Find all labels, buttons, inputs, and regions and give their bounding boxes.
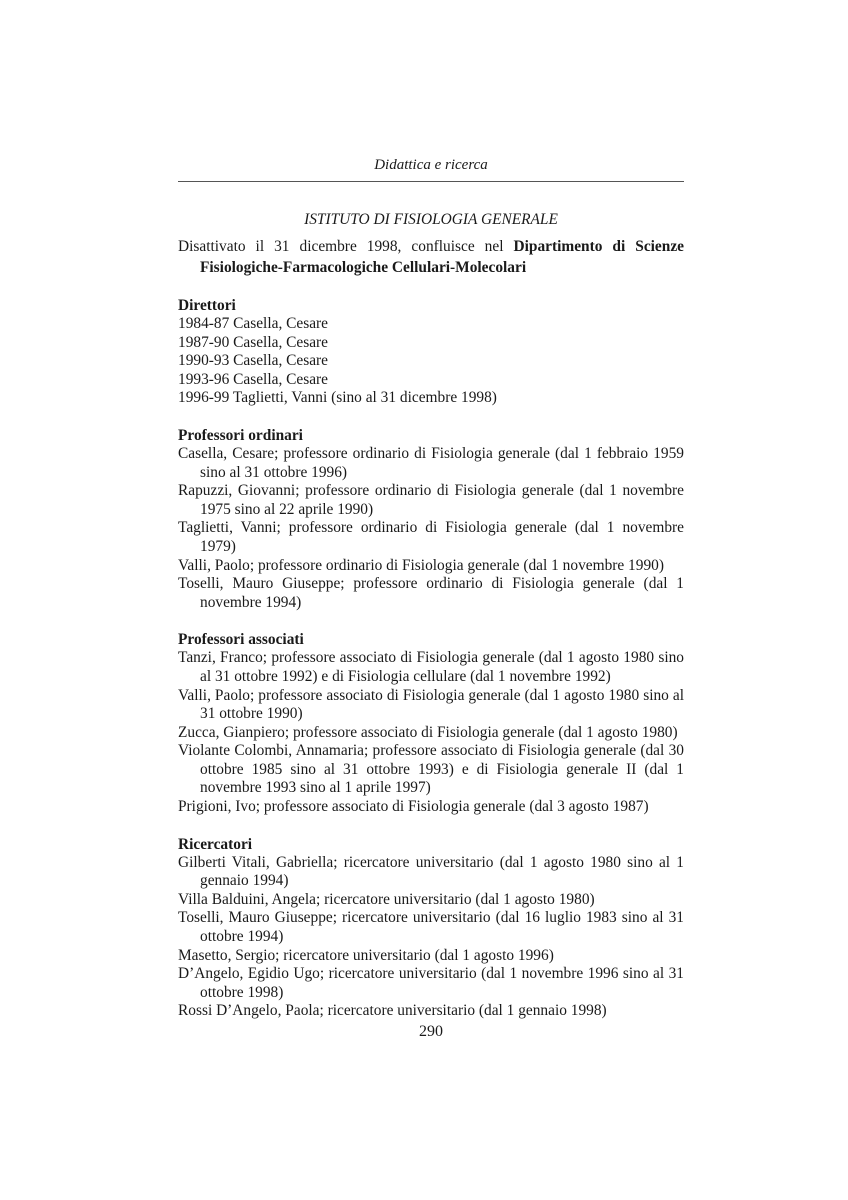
list-entry: Toselli, Mauro Giuseppe; ricercatore universitario (dal 16 luglio 1983 sino al 31 ottobre 1994) [178,909,684,946]
list-entry: Violante Colombi, Annamaria; professore associato di Fisiologia generale (dal 30 ottobre 1985 sino al 31 ottobre 1993) e di Fisiologia generale II (dal 1 novembre 1993 sino al 1 aprile 1997) [178,742,684,797]
list-entry: Gilberti Vitali, Gabriella; ricercatore universitario (dal 1 agosto 1980 sino al 1 gennaio 1994) [178,853,684,890]
list-entry: 1993-96 Casella, Cesare [178,370,329,388]
list-entry: D’Angelo, Egidio Ugo; ricercatore universitario (dal 1 novembre 1996 sino al 31 ottobre 1998) [178,965,684,1001]
sections-container [178,296,684,1021]
header-rule [178,181,684,182]
list-entry: Zucca, Gianpiero; professore associato di Fisiologia generale (dal 1 agosto 1980) [178,723,678,741]
list-entry: 1984-87 Casella, Cesare [178,315,329,332]
list-entry: Valli, Paolo; professore associato di Fisiologia generale (dal 1 agosto 1980 sino al 31 ottobre 1990) [178,686,684,723]
intro-text: Disattivato il 31 dicembre 1998, confluisce nel [178,238,514,255]
list-entry: 1990-93 Casella, Cesare [178,352,329,370]
list-entry: Valli, Paolo; professore ordinario di Fisiologia generale (dal 1 novembre 1990) [178,556,664,574]
running-header: Didattica e ricerca [374,157,488,173]
list-entry: Villa Balduini, Angela; ricercatore universitario (dal 1 agosto 1980) [178,890,595,908]
section [178,426,684,612]
list-entry: 1987-90 Casella, Cesare [178,333,329,351]
section-heading: Professori ordinari [178,426,303,444]
list-entry: Masetto, Sergio; ricercatore universitario (dal 1 agosto 1996) [178,946,554,964]
section-heading: Direttori [178,297,236,314]
page-content [178,210,684,1021]
section [178,296,684,408]
page-number: 290 [419,1023,443,1040]
list-entry: Toselli, Mauro Giuseppe; professore ordinario di Fisiologia generale (dal 1 novembre 1994) [178,575,684,611]
list-entry: 1996-99 Taglietti, Vanni (sino al 31 dicembre 1998) [178,389,497,407]
section [178,835,684,1021]
list-entry: Rapuzzi, Giovanni; professore ordinario di Fisiologia generale (dal 1 novembre 1975 sino al 22 aprile 1990) [178,482,684,518]
institute-intro [178,236,684,278]
section [178,630,684,816]
list-entry: Prigioni, Ivo; professore associato di Fisiologia generale (dal 3 agosto 1987) [178,798,649,816]
list-entry: Taglietti, Vanni; professore ordinario di Fisiologia generale (dal 1 novembre 1979) [178,519,684,555]
institute-title: ISTITUTO DI FISIOLOGIA GENERALE [304,211,558,228]
list-entry: Casella, Cesare; professore ordinario di Fisiologia generale (dal 1 febbraio 1959 sino al 31 ottobre 1996) [178,444,684,481]
list-entry: Tanzi, Franco; professore associato di Fisiologia generale (dal 1 agosto 1980 sino al 31 ottobre 1992) e di Fisiologia cellulare (dal 1 novembre 1992) [178,649,684,685]
section-heading: Ricercatori [178,835,253,853]
section-heading: Professori associati [178,631,304,649]
intro-department: Dipartimento di Scienze Fisiologiche-Farmacologiche Cellulari-Molecolari [200,238,684,276]
list-entry: Rossi D’Angelo, Paola; ricercatore universitario (dal 1 gennaio 1998) [178,1002,607,1020]
